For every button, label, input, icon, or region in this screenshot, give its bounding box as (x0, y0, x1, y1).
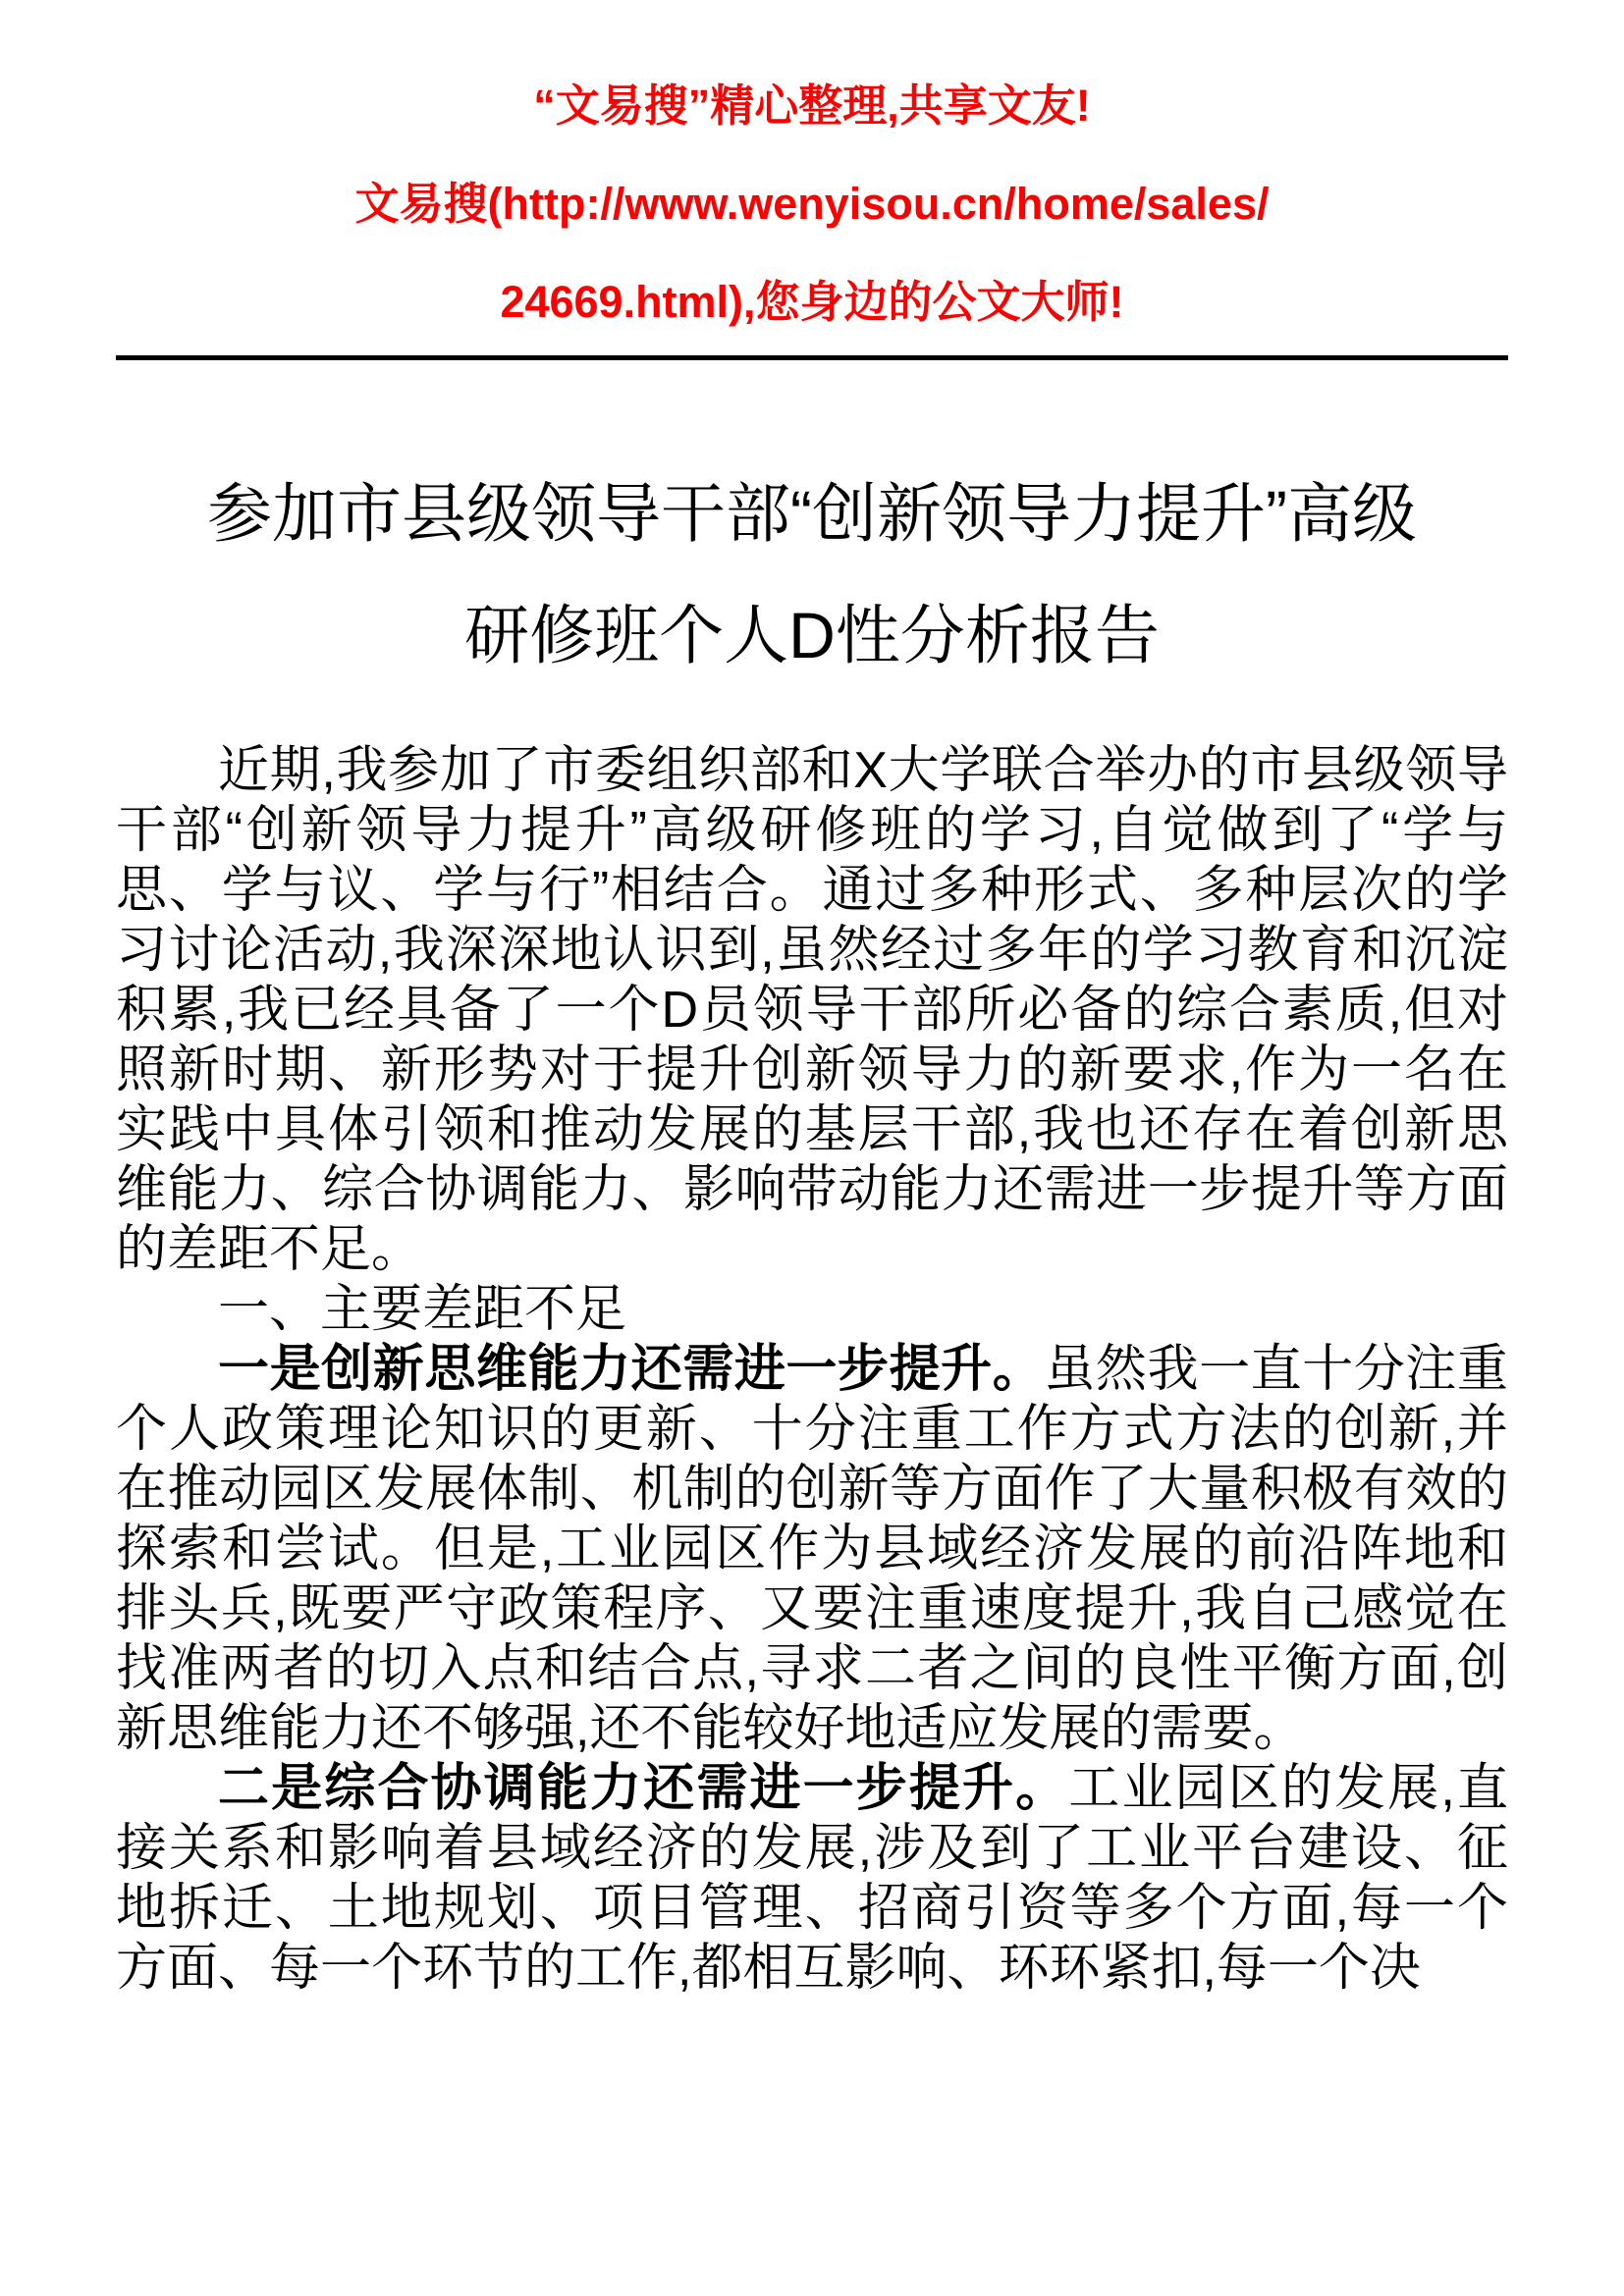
document-title-line-1: 参加市县级领导干部“创新领导力提升”高级 (207, 477, 1417, 550)
gap-point-1-paragraph (116, 1340, 1508, 1759)
intro-paragraph (116, 741, 1508, 1280)
paragraph-text: 近期,我参加了市委组织部和X大学联合举办的市县级领导干部“创新领导力提升”高级研修班的学习,自觉做到了“学与思、学与议、学与行”相结合。通过多种形式、多种层次的学习讨论活动,我深深地认识到,虽然经过多年的学习教育和沉淀积累,我已经具备了一个D员领导干部所必备的综合素质,但对照新时期、新形势对于提升创新领导力的新要求,作为一名在实践中具体引领和推动发展的基层干部,我也还存在着创新思维能力、综合协调能力、影响带动能力还需进一步提升等方面的差距不足。 (116, 742, 1508, 1278)
document-title-line-2: 研修班个人D性分析报告 (464, 599, 1160, 671)
document-body (116, 741, 1508, 1999)
promo-line-1: “文易搜”精心整理,共享文友! (533, 80, 1091, 131)
section-heading (116, 1280, 1508, 1340)
document-title (116, 453, 1508, 696)
section-heading-text: 一、主要差距不足 (218, 1281, 627, 1338)
bold-lead-text: 一是创新思维能力还需进一步提升。 (218, 1341, 1045, 1398)
paragraph-text: 虽然我一直十分注重个人政策理论知识的更新、十分注重工作方式方法的创新,并在推动园区发展体制、机制的创新等方面作了大量积极有效的探索和尝试。但是,工业园区作为县域经济发展的前沿阵地和排头兵,既要严守政策程序、又要注重速度提升,我自己感觉在找准两者的切入点和结合点,寻求二者之间的良性平衡方面,创新思维能力还不够强,还不能较好地适应发展的需要。 (116, 1341, 1508, 1757)
promo-line-3: 24669.html),您身边的公文大师! (500, 277, 1124, 327)
paragraph-text: 工业园区的发展,直接关系和影响着县域经济的发展,涉及到了工业平台建设、征地拆迁、土地规划、项目管理、招商引资等多个方面,每一个方面、每一个环节的工作,都相互影响、环环紧扣,每一个决 (116, 1760, 1508, 1997)
promo-line-2: 文易搜(http://www.wenyisou.cn/home/sales/ (354, 179, 1270, 229)
gap-point-2-paragraph (116, 1759, 1508, 1999)
promo-header (116, 0, 1508, 360)
bold-lead-text: 二是综合协调能力还需进一步提升。 (218, 1760, 1069, 1817)
